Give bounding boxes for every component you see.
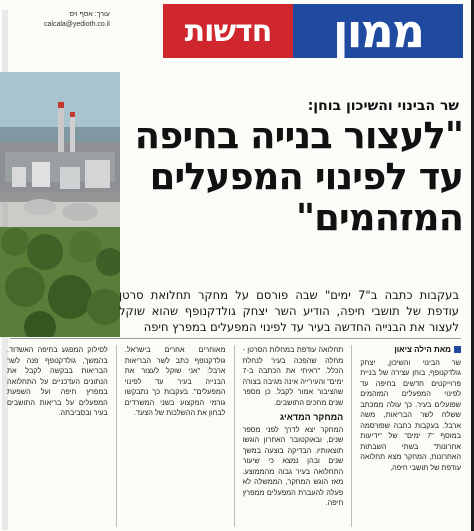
- editor-name: עורך: אסף ויס: [69, 11, 110, 18]
- column-divider: [351, 345, 352, 527]
- column-2-text: תחלואה עודפת במחלות הסרטן - מחלה שהפכה בעיר לנחלת הכלל. "ראיתי את הכתבה ב-7 ימים" והעירייה אינה מגיבה בצורה שהציבור אמור לקבל. כן מספר שנים מחכים התושבים.: [242, 345, 344, 407]
- masthead: [163, 4, 463, 58]
- article-columns: [7, 345, 461, 527]
- headline: "לעצור בנייה בחיפה עד לפינוי המפעלים המזהמים": [134, 114, 463, 239]
- brand-logo: ממון: [293, 4, 463, 58]
- section-label: חדשות: [163, 4, 293, 58]
- column-divider: [116, 345, 117, 527]
- refinery-image: [0, 72, 120, 337]
- kicker: שר הבינוי והשיכון בוחן:: [307, 98, 459, 114]
- column-3: [125, 345, 226, 527]
- lede: בעקבות כתבה ב"7 ימים" שבה פורסם על מחקר תחלואת סרטן עודפת של תושבי חיפה, הודיע השר יצחק גולדקנופף שהוא שוקל לעצור את הבנייה החדשה בעיר עד לפינוי המפעלים במפרץ חיפה: [119, 288, 459, 334]
- divider: [10, 338, 461, 339]
- column-2: [243, 345, 344, 527]
- column-divider: [234, 345, 235, 527]
- column-1-text: שר הבינוי והשיכון, יצחק גולדקנופף, בוחן עצירה של בניית פרוייקטים חדשים בחיפה עד לפינוי המפעלים המזהמים שפועלים בעיר. כך עולה ממכתב ששלח לשר הבריאות, משה ארבל. בעקבות כתבה שפורסמה במוסף "7 ימים" של "ידיעות אחרונות" בשתי השבתות האחרונות, המחקר מצא תחלואה עודפת של תושבי חיפה,: [360, 357, 461, 472]
- refinery-photo: [0, 72, 120, 337]
- column-4-text: מאוחרים אחרים בישראל. גולדקנופף כתב לשר הבריאות ארבל: "אני שוקל לעצור את הבנייה בעיר עד לפינוי המפעלים". בעקבות כך נתבקשו גורמי המקצוע בשני המשרדים לבחון את ההשלכות של הצעד.: [124, 345, 226, 417]
- author-square-icon: [454, 346, 461, 353]
- editor-email[interactable]: calcala@yedioth.co.il: [44, 20, 110, 28]
- column-3-text: המחקר יצא לדרך לפני מספר שנים, ובאוקטובר האחרון הוגשו תוצאותיו. הבדיקה בוצעה במשך שנים ובהן נמצא כי שיעור התחלואה בעיר גבוה מהממוצע. מאז הוגש המחקר, הממשלה לא פעלה להעברת המפעלים ממפרץ חיפה.: [242, 424, 344, 507]
- column-1: [360, 345, 461, 527]
- column-4: [7, 345, 108, 527]
- author: [360, 345, 461, 356]
- editor-credit: [44, 10, 110, 30]
- subheading: המחקר המדאיג: [279, 412, 344, 422]
- column-5-text: לסילוק המפגע בחיפה האשדוד. בהמשך, גולדקנופף פנה לשר הבריאות בבקשה לקבל את הנתונים העדכניים על התחלואה במפרץ חיפה ועל השפעת המפעלים על בריאות התושבים בעיר ובסביבתה.: [7, 345, 108, 417]
- author-name: מאת הילה ציאון: [394, 345, 451, 354]
